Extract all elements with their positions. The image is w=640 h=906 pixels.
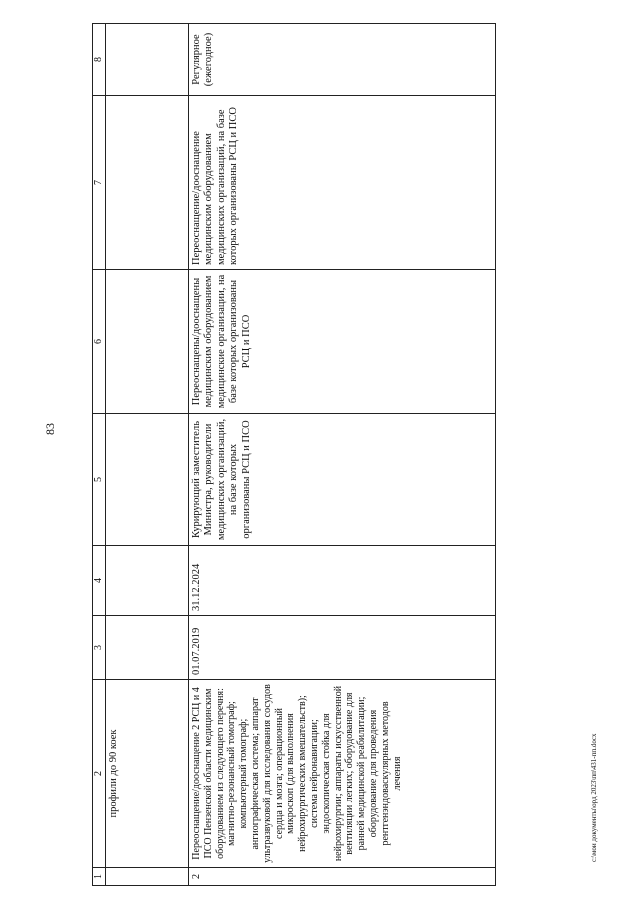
column-number-row	[93, 24, 106, 886]
table-cell	[106, 546, 189, 616]
table-row	[189, 24, 496, 886]
column-number: 4	[93, 546, 106, 616]
activity-description: Переоснащение/дооснащение 2 РСЦ и 4 ПСО Пензенской области медицинским оборудованием из следующего перечня: магнитно-резонансный томограф; компьютерный томограф; ангиографическая система; аппарат ультразвуковой для исследования сосудов сердца и мозга; операционный микроскоп (для выполнения нейрохирургических вмешательств); система нейронавигации; эндоскопическая стойка для нейрохирургии; аппараты искусственной вентиляции легких; оборудование для ранней медицинской реабилитации; оборудование для проведения рентгенэндоваскулярных методов лечения	[189, 680, 496, 868]
column-number: 8	[93, 24, 106, 96]
page-number: 83	[43, 423, 57, 435]
end-date: 31.12.2024	[189, 546, 496, 616]
column-number: 5	[93, 414, 106, 546]
activity-table	[92, 23, 496, 886]
continuation-text: профили до 90 коек	[106, 680, 189, 868]
column-number: 2	[93, 680, 106, 868]
table-cell	[106, 414, 189, 546]
indicator: Переоснащение/дооснащение медицинским оборудованием медицинских организаций, на базе которых организованы РСЦ и ПСО	[189, 96, 496, 270]
column-number: 6	[93, 270, 106, 414]
column-number: 1	[93, 868, 106, 886]
table-cell	[106, 96, 189, 270]
periodicity: Регулярное (ежегодное)	[189, 24, 496, 96]
table-cell	[106, 868, 189, 886]
table-cell	[106, 24, 189, 96]
continuation-row	[106, 24, 189, 886]
table-cell	[106, 616, 189, 680]
responsible-persons: Курирующий заместитель Министра, руководители медицинских организаций, на базе которых организованы РСЦ и ПСО	[189, 414, 496, 546]
start-date: 01.07.2019	[189, 616, 496, 680]
table-cell	[106, 270, 189, 414]
row-number: 2	[189, 868, 496, 886]
column-number: 3	[93, 616, 106, 680]
column-number: 7	[93, 96, 106, 270]
expected-result: Переоснащены/дооснащены медицинским оборудованием медицинские организации, на базе которых организованы РСЦ и ПСО	[189, 270, 496, 414]
footer-file-path: c:\мои документы\орд 2023\пп\431-пп.docx	[590, 733, 598, 862]
rotated-table-container	[92, 24, 496, 886]
